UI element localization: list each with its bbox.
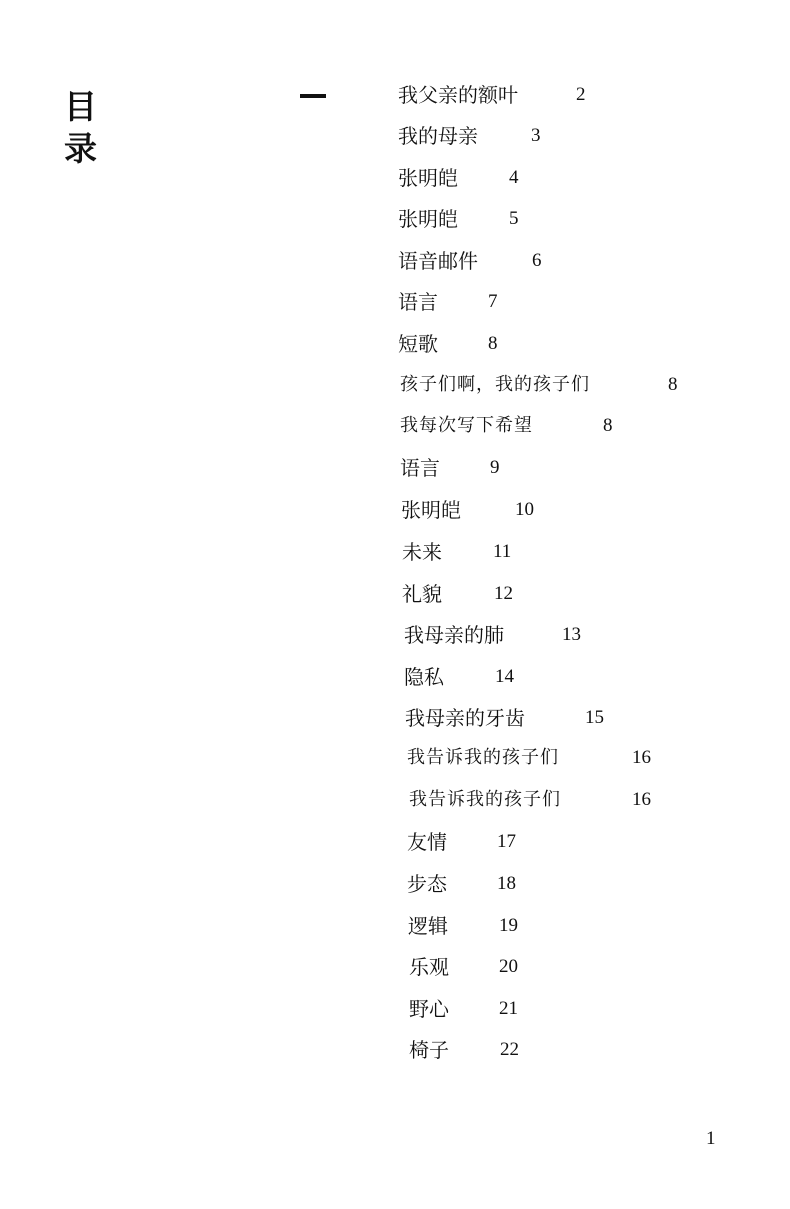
toc-entry-title: 我告诉我的孩子们	[409, 789, 561, 810]
heading-char-2: 录	[64, 129, 97, 168]
toc-entry-page: 10	[515, 499, 534, 520]
toc-entry-title: 我母亲的牙齿	[405, 706, 525, 730]
toc-entry-title: 孩子们啊，我的孩子们	[400, 374, 590, 395]
toc-entry-page: 13	[562, 624, 581, 645]
toc-entry-title: 我母亲的肺	[404, 623, 504, 647]
toc-entry-page: 6	[532, 250, 542, 271]
toc-entry-page: 14	[495, 666, 514, 687]
section-mark	[300, 94, 326, 98]
toc-entry-title: 隐私	[404, 665, 444, 689]
toc-entry-page: 8	[603, 415, 613, 436]
toc-entry-page: 22	[500, 1039, 519, 1060]
toc-entry-page: 12	[494, 583, 513, 604]
page-number: 1	[706, 1128, 716, 1149]
toc-entry-title: 我父亲的额叶	[398, 83, 518, 107]
toc-entry-page: 5	[509, 208, 519, 229]
page-heading	[64, 86, 104, 170]
toc-entry-page: 8	[488, 333, 498, 354]
toc-entry-title: 礼貌	[402, 582, 442, 606]
toc-entry-title: 乐观	[409, 955, 449, 979]
toc-entry-page: 8	[668, 374, 678, 395]
toc-entry-title: 语言	[398, 290, 438, 314]
toc-entry-page: 16	[632, 789, 651, 810]
toc-entry-page: 16	[632, 747, 651, 768]
toc-entry-title: 短歌	[398, 332, 438, 356]
toc-entry-title: 步态	[407, 872, 447, 896]
toc-entry-title: 逻辑	[408, 914, 448, 938]
toc-entry-page: 3	[531, 125, 541, 146]
toc-entry-page: 11	[493, 541, 512, 562]
toc-entry-title: 我的母亲	[398, 124, 478, 148]
toc-entry-page: 20	[499, 956, 518, 977]
toc-entry-page: 19	[499, 915, 518, 936]
toc-entry-title: 语音邮件	[398, 249, 478, 273]
toc-entry-title: 语言	[400, 456, 440, 480]
toc-entry-page: 4	[509, 167, 519, 188]
toc-entry-page: 15	[585, 707, 604, 728]
toc-entry-title: 我每次写下希望	[400, 415, 533, 436]
toc-entry-page: 9	[490, 457, 500, 478]
toc-entry-page: 21	[499, 998, 518, 1019]
toc-entry-page: 17	[497, 831, 516, 852]
toc-entry-title: 张明皑	[398, 207, 458, 231]
toc-entry-title: 未来	[402, 540, 442, 564]
toc-entry-title: 野心	[409, 997, 449, 1021]
toc-entry-page: 7	[488, 291, 498, 312]
toc-entry-page: 18	[497, 873, 516, 894]
toc-entry-title: 张明皑	[401, 498, 461, 522]
toc-entry-page: 2	[576, 84, 586, 105]
toc-entry-title: 张明皑	[398, 166, 458, 190]
heading-char-1: 目	[64, 87, 97, 126]
toc-entry-title: 我告诉我的孩子们	[407, 747, 559, 768]
toc-entry-title: 椅子	[409, 1038, 449, 1062]
toc-entry-title: 友情	[407, 830, 447, 854]
